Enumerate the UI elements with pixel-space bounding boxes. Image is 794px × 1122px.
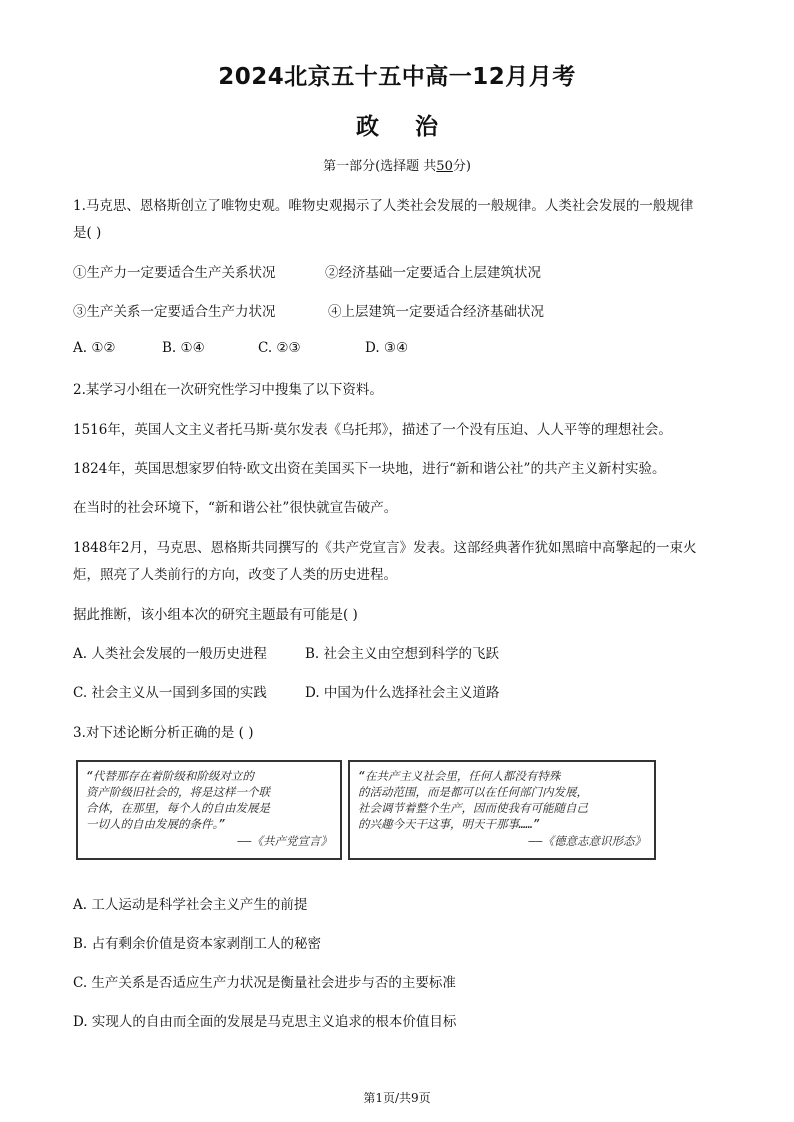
section-suffix: 分) xyxy=(452,159,471,174)
q1-stem-line2: 是( ) xyxy=(73,225,102,241)
q1-option-c: C. ②③ xyxy=(258,340,301,356)
quote-left-line: 资产阶级旧社会的，将是这样一个联 xyxy=(86,785,270,799)
quote-right-line: 的活动范围，而是都可以在任何部门内发展， xyxy=(358,785,588,799)
subject-title: 政治 xyxy=(356,114,474,140)
q1-item-1: ①生产力一定要适合生产关系状况 xyxy=(73,265,276,281)
q2-paragraph-2: 1824年，英国思想家罗伯特·欧文出资在美国买下一块地，进行“新和谐公社”的共产主义新村实验。 xyxy=(73,461,666,477)
quote-german-ideology xyxy=(348,760,656,860)
quote-left-line: “代替那存在着阶级和阶级对立的 xyxy=(86,769,254,783)
q2-option-c: C. 社会主义从一国到多国的实践 xyxy=(73,685,267,701)
section-prefix: 第一部分(选择题 共 xyxy=(323,159,437,174)
q1-option-d: D. ③④ xyxy=(365,340,409,356)
quote-right-source: ——《德意志意识形态》 xyxy=(528,834,646,848)
quote-figure xyxy=(76,760,658,866)
quote-right-line: “在共产主义社会里，任何人都没有特殊 xyxy=(358,769,561,783)
quote-right-line: 的兴趣今天干这事，明天干那事……” xyxy=(358,817,540,831)
exam-title: 2024北京五十五中高一12月月考 xyxy=(218,64,576,90)
quote-right-line: 社会调节着整个生产，因而使我有可能随自己 xyxy=(358,801,588,815)
q2-option-a: A. 人类社会发展的一般历史进程 xyxy=(73,646,267,662)
page-number: 第1页/共9页 xyxy=(363,1091,431,1105)
q2-paragraph-4-line1: 1848年2月，马克思、恩格斯共同撰写的《共产党宣言》发表。这部经典著作犹如黑暗中高擎起的一束火 xyxy=(73,540,697,556)
q2-paragraph-1: 1516年，英国人文主义者托马斯·莫尔发表《乌托邦》，描述了一个没有压迫、人人平等的理想社会。 xyxy=(73,422,672,438)
q2-question: 据此推断，该小组本次的研究主题最有可能是( ) xyxy=(73,607,358,623)
q3-option-b: B. 占有剩余价值是资本家剥削工人的秘密 xyxy=(73,936,322,952)
q1-stem-line1: 1.马克思、恩格斯创立了唯物史观。唯物史观揭示了人类社会发展的一般规律。人类社会发展的一般规律 xyxy=(73,198,694,214)
q1-item-4: ④上层建筑一定要适合经济基础状况 xyxy=(328,304,544,320)
q2-option-d: D. 中国为什么选择社会主义道路 xyxy=(305,685,500,701)
q3-stem: 3.对下述论断分析正确的是 ( ) xyxy=(73,725,254,741)
section-score: 50 xyxy=(436,159,453,174)
q1-item-3: ③生产关系一定要适合生产力状况 xyxy=(73,304,276,320)
q1-option-a: A. ①② xyxy=(73,340,116,356)
quote-left-line: 一切人的自由发展的条件。” xyxy=(86,817,226,831)
q1-option-b: B. ①④ xyxy=(162,340,205,356)
quote-left-line: 合体，在那里，每个人的自由发展是 xyxy=(86,801,270,815)
quote-manifesto xyxy=(76,760,342,860)
q1-item-2: ②经济基础一定要适合上层建筑状况 xyxy=(325,265,541,281)
q3-option-c: C. 生产关系是否适应生产力状况是衡量社会进步与否的主要标准 xyxy=(73,975,456,991)
q2-stem: 2.某学习小组在一次研究性学习中搜集了以下资料。 xyxy=(73,382,383,398)
section-heading xyxy=(0,155,794,174)
quote-left-source: ——《共产党宣言》 xyxy=(237,834,332,848)
q3-option-a: A. 工人运动是科学社会主义产生的前提 xyxy=(73,897,308,913)
q3-option-d: D. 实现人的自由而全面的发展是马克思主义追求的根本价值目标 xyxy=(73,1014,457,1030)
q2-paragraph-3: 在当时的社会环境下，“新和谐公社”很快就宣告破产。 xyxy=(73,500,398,516)
q2-paragraph-4-line2: 炬，照亮了人类前行的方向，改变了人类的历史进程。 xyxy=(73,567,397,583)
q2-option-b: B. 社会主义由空想到科学的飞跃 xyxy=(305,646,500,662)
